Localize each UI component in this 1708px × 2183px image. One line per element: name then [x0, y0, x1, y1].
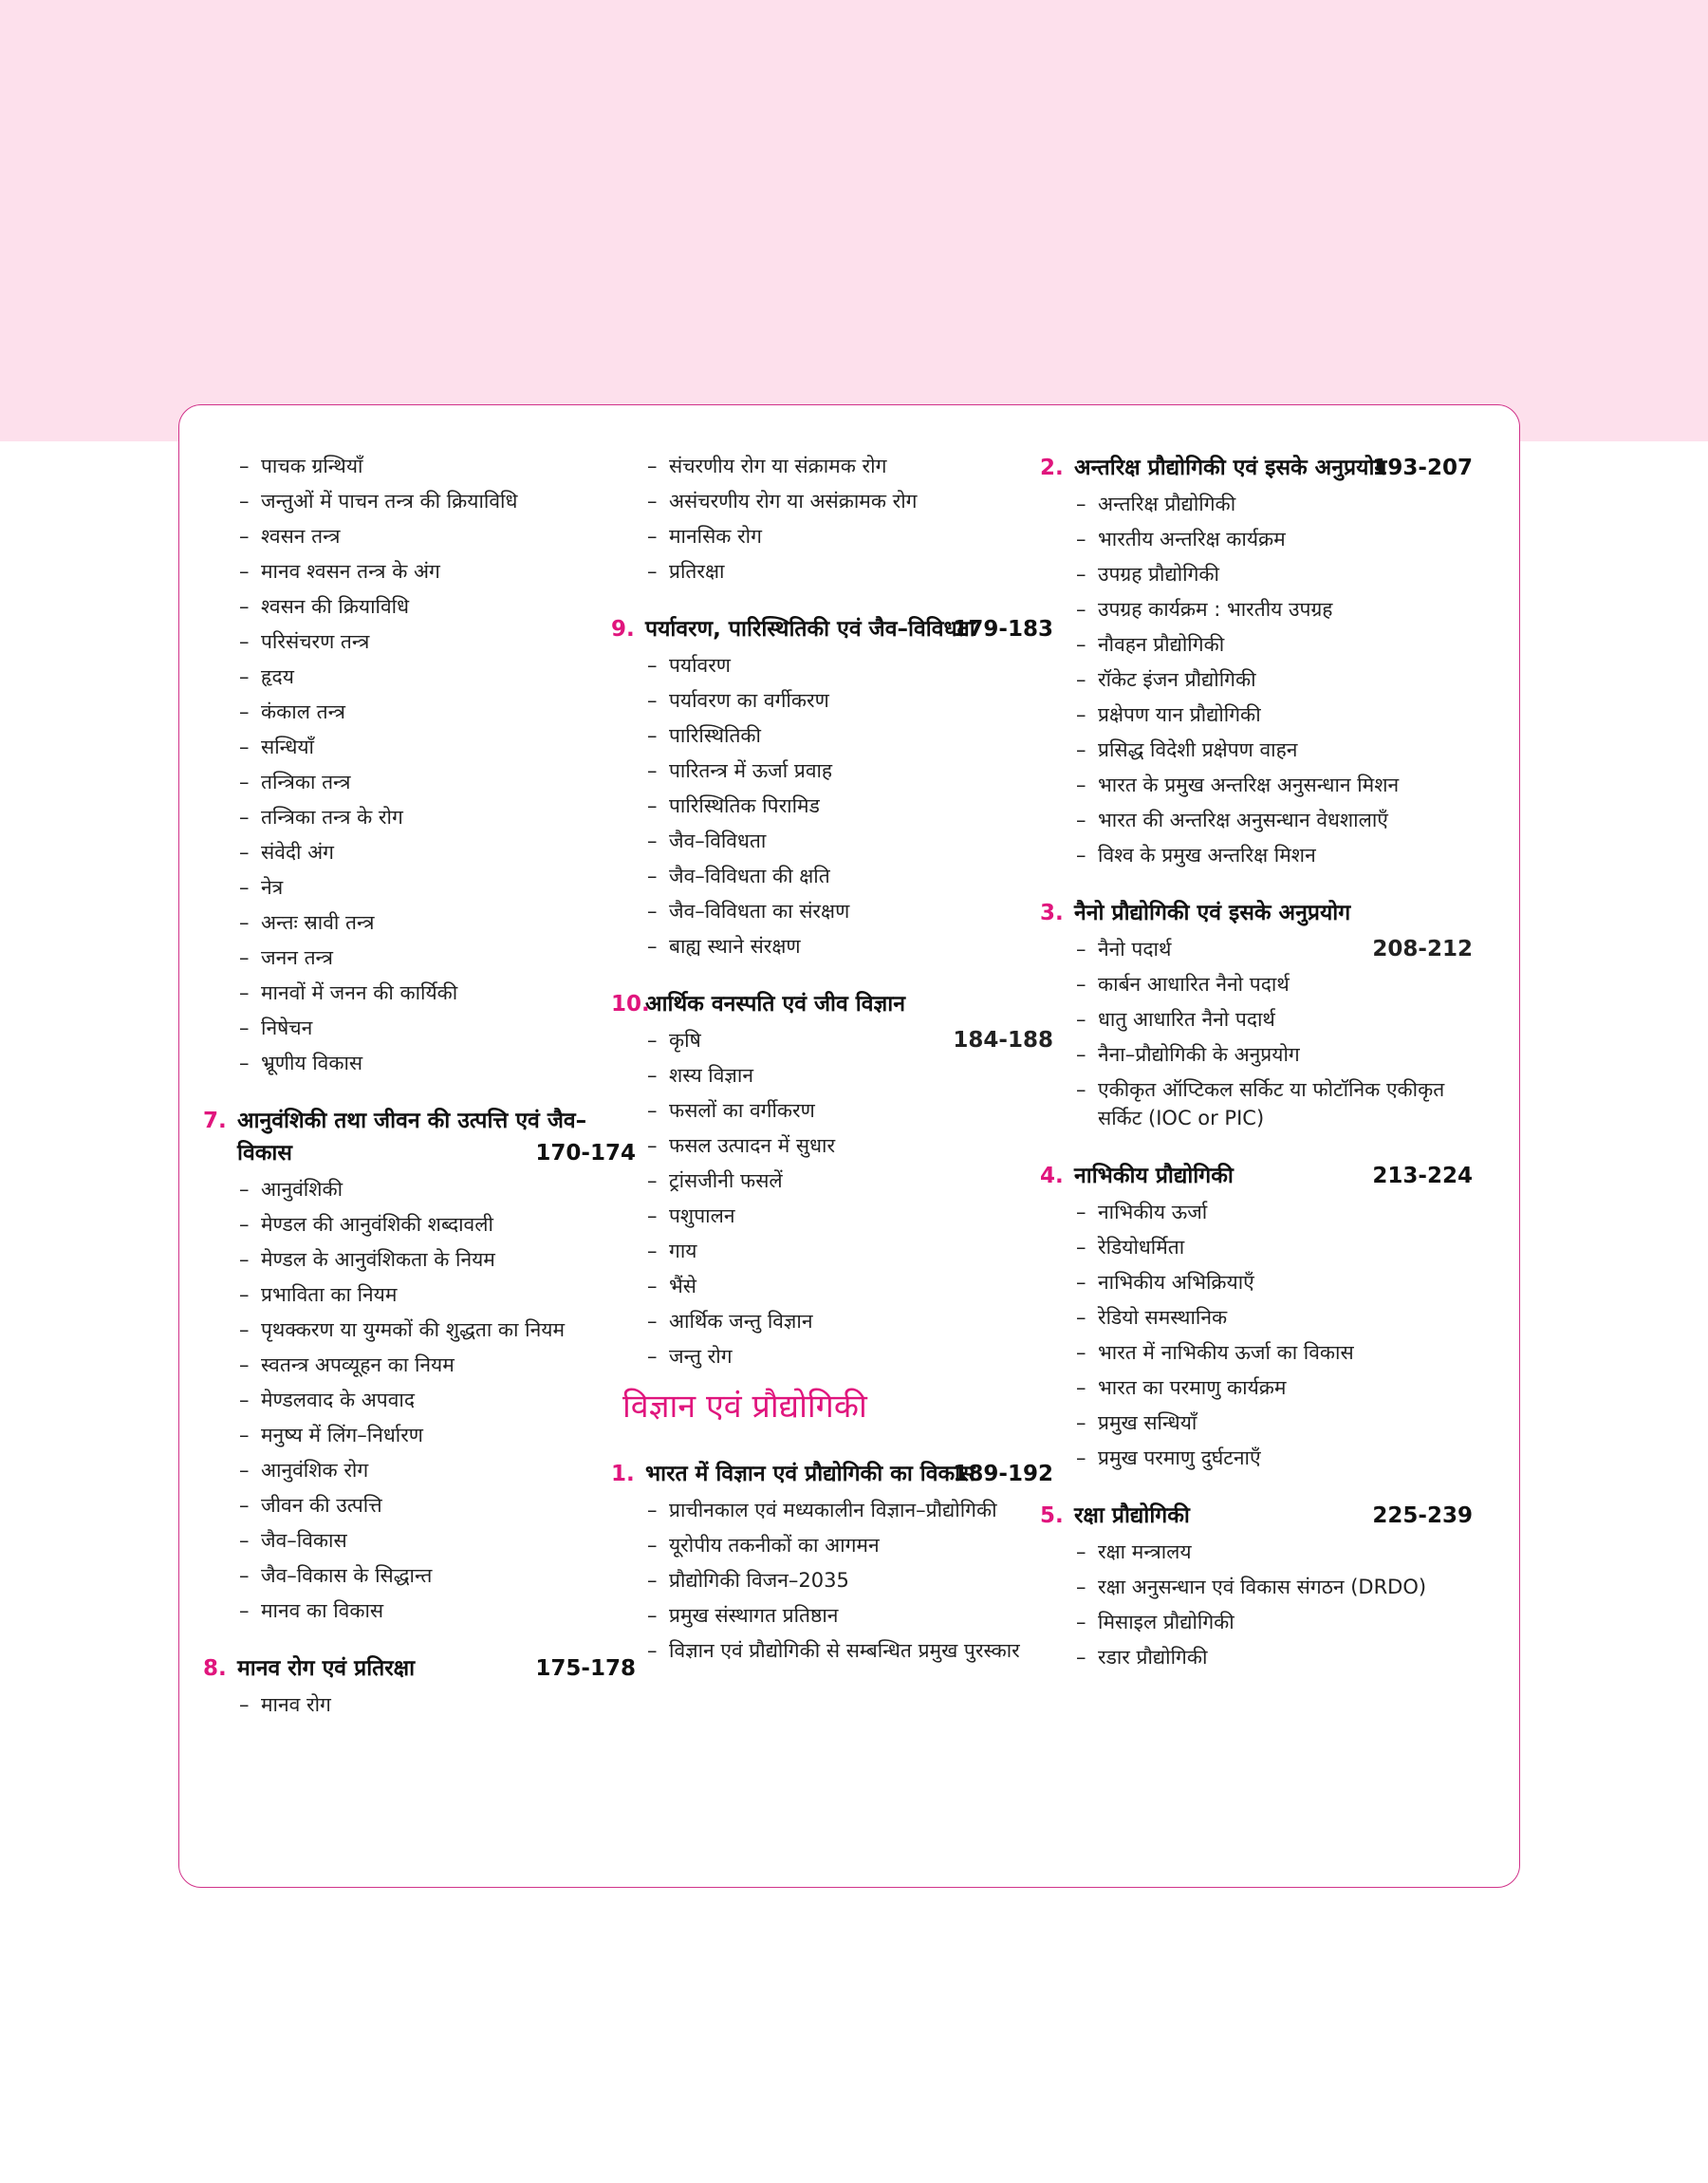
- list-item: – उपग्रह कार्यक्रम : भारतीय उपग्रह: [1074, 595, 1473, 624]
- toc-section: [237, 452, 636, 1077]
- page-range: 193-207: [1372, 456, 1473, 480]
- list-item: – प्रभाविता का नियम: [237, 1280, 636, 1309]
- list-item: – भारत की अन्तरिक्ष अनुसन्धान वेधशालाएँ: [1074, 806, 1473, 834]
- list-item: – विश्व के प्रमुख अन्तरिक्ष मिशन: [1074, 841, 1473, 869]
- list-item: – जन्तु रोग: [645, 1342, 1053, 1371]
- list-item: – मानव रोग: [237, 1690, 636, 1719]
- dash-bullet: –: [1076, 938, 1086, 961]
- list-item: – बाह्य स्थाने संरक्षण: [645, 932, 1053, 961]
- list-item: – असंचरणीय रोग या असंक्रामक रोग: [645, 487, 1053, 515]
- list-item: – फसल उत्पादन में सुधार: [645, 1131, 1053, 1160]
- list-item: – स्वतन्त्र अपव्यूहन का नियम: [237, 1351, 636, 1379]
- toc-section: [1040, 897, 1473, 1132]
- list-item: – आनुवंशिकी: [237, 1175, 636, 1203]
- list-item: – शस्य विज्ञान: [645, 1061, 1053, 1090]
- section-heading[interactable]: [1040, 1160, 1473, 1192]
- list-item: – जैव–विकास के सिद्धान्त: [237, 1561, 636, 1590]
- list-item: – भारत के प्रमुख अन्तरिक्ष अनुसन्धान मिशन: [1074, 771, 1473, 799]
- list-item: – प्रौद्योगिकी विजन–2035: [645, 1566, 1053, 1595]
- list-item: – श्वसन तन्त्र: [237, 522, 636, 550]
- list-item: – मानवों में जनन की कार्यिकी: [237, 979, 636, 1007]
- list-item: [1074, 935, 1473, 963]
- toc-section: [203, 1105, 636, 1625]
- list-item: – भारतीय अन्तरिक्ष कार्यक्रम: [1074, 525, 1473, 553]
- page-range: 208-212: [1372, 937, 1473, 961]
- page-range: 179-183: [953, 617, 1053, 642]
- list-item: – रडार प्रौद्योगिकी: [1074, 1643, 1473, 1671]
- section-title: नैनो प्रौद्योगिकी एवं इसके अनुप्रयोग: [1074, 901, 1351, 925]
- toc-section: [1040, 1500, 1473, 1671]
- list-item: – रॉकेट इंजन प्रौद्योगिकी: [1074, 665, 1473, 694]
- list-item: – मेण्डलवाद के अपवाद: [237, 1386, 636, 1414]
- toc-section: [1040, 1160, 1473, 1472]
- list-item: – जैव–विविधता: [645, 827, 1053, 855]
- list-item: – सन्धियाँ: [237, 733, 636, 761]
- section-number: 7.: [203, 1109, 227, 1133]
- list-item: – भारत में नाभिकीय ऊर्जा का विकास: [1074, 1338, 1473, 1367]
- section-number: 5.: [1040, 1503, 1064, 1528]
- page-range: 170-174: [535, 1141, 636, 1166]
- list-item: – विज्ञान एवं प्रौद्योगिकी से सम्बन्धित प्रमुख पुरस्कार: [645, 1636, 1053, 1665]
- page-range: 225-239: [1372, 1503, 1473, 1528]
- section-heading[interactable]: [1040, 897, 1473, 929]
- column-1: [203, 452, 636, 1726]
- list-item: – प्रमुख सन्धियाँ: [1074, 1409, 1473, 1437]
- list-item: – रेडियो समस्थानिक: [1074, 1303, 1473, 1332]
- toc-section: [203, 1652, 636, 1719]
- section-gap: [237, 1084, 636, 1105]
- section-title: आर्थिक वनस्पति एवं जीव विज्ञान: [645, 992, 906, 1017]
- section-gap: [1074, 1479, 1473, 1500]
- list-item: – आर्थिक जन्तु विज्ञान: [645, 1307, 1053, 1335]
- list-item: – पर्यावरण: [645, 651, 1053, 680]
- section-number: 1.: [611, 1462, 635, 1486]
- list-item: – हृदय: [237, 662, 636, 691]
- list-item: – भारत का परमाणु कार्यक्रम: [1074, 1373, 1473, 1402]
- list-item: – जैव–विविधता का संरक्षण: [645, 897, 1053, 925]
- list-item: – मनुष्य में लिंग–निर्धारण: [237, 1421, 636, 1449]
- section-title: भारत में विज्ञान एवं प्रौद्योगिकी का विकास: [645, 1462, 975, 1486]
- section-title: पर्यावरण, पारिस्थितिकी एवं जैव–विविधता: [645, 617, 975, 642]
- list-item: – उपग्रह प्रौद्योगिकी: [1074, 560, 1473, 588]
- page-range: 189-192: [953, 1462, 1053, 1486]
- list-item: – जैव–विकास: [237, 1526, 636, 1555]
- section-number: 9.: [611, 617, 635, 642]
- section-heading[interactable]: [611, 613, 1053, 645]
- page-range: 175-178: [535, 1656, 636, 1681]
- list-item: – पाचक ग्रन्थियाँ: [237, 452, 636, 480]
- list-item: – प्राचीनकाल एवं मध्यकालीन विज्ञान–प्रौद्योगिकी: [645, 1496, 1053, 1524]
- section-number: 10.: [611, 992, 650, 1017]
- list-item: – मेण्डल के आनुवंशिकता के नियम: [237, 1245, 636, 1274]
- list-item: – आनुवंशिक रोग: [237, 1456, 636, 1484]
- list-item: – नाभिकीय अभिक्रियाएँ: [1074, 1268, 1473, 1297]
- list-item: – धातु आधारित नैनो पदार्थ: [1074, 1005, 1473, 1034]
- list-item: – गाय: [645, 1237, 1053, 1265]
- list-item: – कार्बन आधारित नैनो पदार्थ: [1074, 970, 1473, 998]
- list-item: – मानव का विकास: [237, 1596, 636, 1625]
- section-gap: [237, 1632, 636, 1652]
- list-item: – पारितन्त्र में ऊर्जा प्रवाह: [645, 756, 1053, 785]
- list-item-text: नैनो पदार्थ: [1098, 938, 1172, 961]
- section-heading[interactable]: [203, 1652, 636, 1685]
- list-item: – तन्त्रिका तन्त्र के रोग: [237, 803, 636, 831]
- list-item: – पर्यावरण का वर्गीकरण: [645, 686, 1053, 715]
- column-2: [611, 452, 1053, 1671]
- list-item: – रक्षा मन्त्रालय: [1074, 1538, 1473, 1566]
- list-item: – प्रसिद्ध विदेशी प्रक्षेपण वाहन: [1074, 736, 1473, 764]
- page-range: 213-224: [1372, 1164, 1473, 1188]
- list-item: – श्वसन की क्रियाविधि: [237, 592, 636, 621]
- list-item: – नाभिकीय ऊर्जा: [1074, 1198, 1473, 1226]
- section-title: आनुवंशिकी तथा जीवन की उत्पत्ति एवं जैव–विकास: [237, 1109, 587, 1166]
- list-item: – नेत्र: [237, 873, 636, 902]
- list-item: – रक्षा अनुसन्धान एवं विकास संगठन (DRDO): [1074, 1573, 1473, 1601]
- list-item: – मेण्डल की आनुवंशिकी शब्दावली: [237, 1210, 636, 1239]
- list-item: – फसलों का वर्गीकरण: [645, 1096, 1053, 1125]
- list-item: – नौवहन प्रौद्योगिकी: [1074, 630, 1473, 659]
- list-item: [645, 1026, 1053, 1054]
- part-title: विज्ञान एवं प्रौद्योगिकी: [622, 1388, 867, 1426]
- section-heading[interactable]: [611, 1458, 1053, 1490]
- section-heading[interactable]: [611, 988, 1053, 1020]
- list-item: – संचरणीय रोग या संक्रामक रोग: [645, 452, 1053, 480]
- section-heading[interactable]: [1040, 1500, 1473, 1532]
- list-item: – मिसाइल प्रौद्योगिकी: [1074, 1608, 1473, 1636]
- section-gap: [645, 967, 1053, 988]
- section-gap: [645, 1437, 1053, 1458]
- section-title: रक्षा प्रौद्योगिकी: [1074, 1503, 1190, 1528]
- list-item: – प्रतिरक्षा: [645, 557, 1053, 586]
- toc-section: [645, 452, 1053, 586]
- list-item: – अन्तरिक्ष प्रौद्योगिकी: [1074, 490, 1473, 518]
- list-item: – मानव श्वसन तन्त्र के अंग: [237, 557, 636, 586]
- header-band: [0, 0, 1708, 441]
- toc-section: [611, 988, 1053, 1371]
- list-item: – भैंसे: [645, 1272, 1053, 1300]
- section-number: 2.: [1040, 456, 1064, 480]
- list-item: – एकीकृत ऑप्टिकल सर्किट या फोटॉनिक एकीकृत सर्किट (IOC or PIC): [1074, 1075, 1473, 1132]
- list-item: – मानसिक रोग: [645, 522, 1053, 550]
- list-item: – रेडियोधर्मिता: [1074, 1233, 1473, 1261]
- list-item: – संवेदी अंग: [237, 838, 636, 867]
- list-item: – प्रक्षेपण यान प्रौद्योगिकी: [1074, 700, 1473, 729]
- section-number: 4.: [1040, 1164, 1064, 1188]
- section-gap: [1074, 876, 1473, 897]
- page-range: 184-188: [953, 1028, 1053, 1053]
- list-item: – कंकाल तन्त्र: [237, 698, 636, 726]
- toc-section: [611, 1458, 1053, 1665]
- list-item: – जन्तुओं में पाचन तन्त्र की क्रियाविधि: [237, 487, 636, 515]
- section-number: 3.: [1040, 901, 1064, 925]
- section-heading[interactable]: [1040, 452, 1473, 484]
- list-item: – भ्रूणीय विकास: [237, 1049, 636, 1077]
- section-gap: [645, 592, 1053, 613]
- list-item: – तन्त्रिका तन्त्र: [237, 768, 636, 796]
- section-title: नाभिकीय प्रौद्योगिकी: [1074, 1164, 1234, 1188]
- list-item: – पशुपालन: [645, 1202, 1053, 1230]
- list-item: – नैना–प्रौद्योगिकी के अनुप्रयोग: [1074, 1040, 1473, 1069]
- list-item: – प्रमुख परमाणु दुर्घटनाएँ: [1074, 1444, 1473, 1472]
- column-3: [1040, 452, 1473, 1678]
- list-item: – जनन तन्त्र: [237, 943, 636, 972]
- list-item: – पृथक्करण या युग्मकों की शुद्धता का नियम: [237, 1315, 636, 1344]
- section-heading[interactable]: [203, 1105, 636, 1169]
- toc-section: [1040, 452, 1473, 869]
- section-title: अन्तरिक्ष प्रौद्योगिकी एवं इसके अनुप्रयोग: [1074, 456, 1387, 480]
- toc-section: [611, 613, 1053, 961]
- list-item: – परिसंचरण तन्त्र: [237, 627, 636, 656]
- section-title: मानव रोग एवं प्रतिरक्षा: [237, 1656, 416, 1681]
- list-item: – प्रमुख संस्थागत प्रतिष्ठान: [645, 1601, 1053, 1630]
- list-item-text: कृषि: [669, 1029, 701, 1052]
- list-item: – पारिस्थितिकी: [645, 721, 1053, 750]
- section-number: 8.: [203, 1656, 227, 1681]
- dash-bullet: –: [647, 1029, 658, 1052]
- list-item: – ट्रांसजीनी फसलें: [645, 1166, 1053, 1195]
- list-item: – निषेचन: [237, 1014, 636, 1042]
- list-item: – यूरोपीय तकनीकों का आगमन: [645, 1531, 1053, 1559]
- list-item: – अन्तः स्रावी तन्त्र: [237, 908, 636, 937]
- section-gap: [1074, 1139, 1473, 1160]
- list-item: – पारिस्थितिक पिरामिड: [645, 792, 1053, 820]
- list-item: – जीवन की उत्पत्ति: [237, 1491, 636, 1520]
- list-item: – जैव–विविधता की क्षति: [645, 862, 1053, 890]
